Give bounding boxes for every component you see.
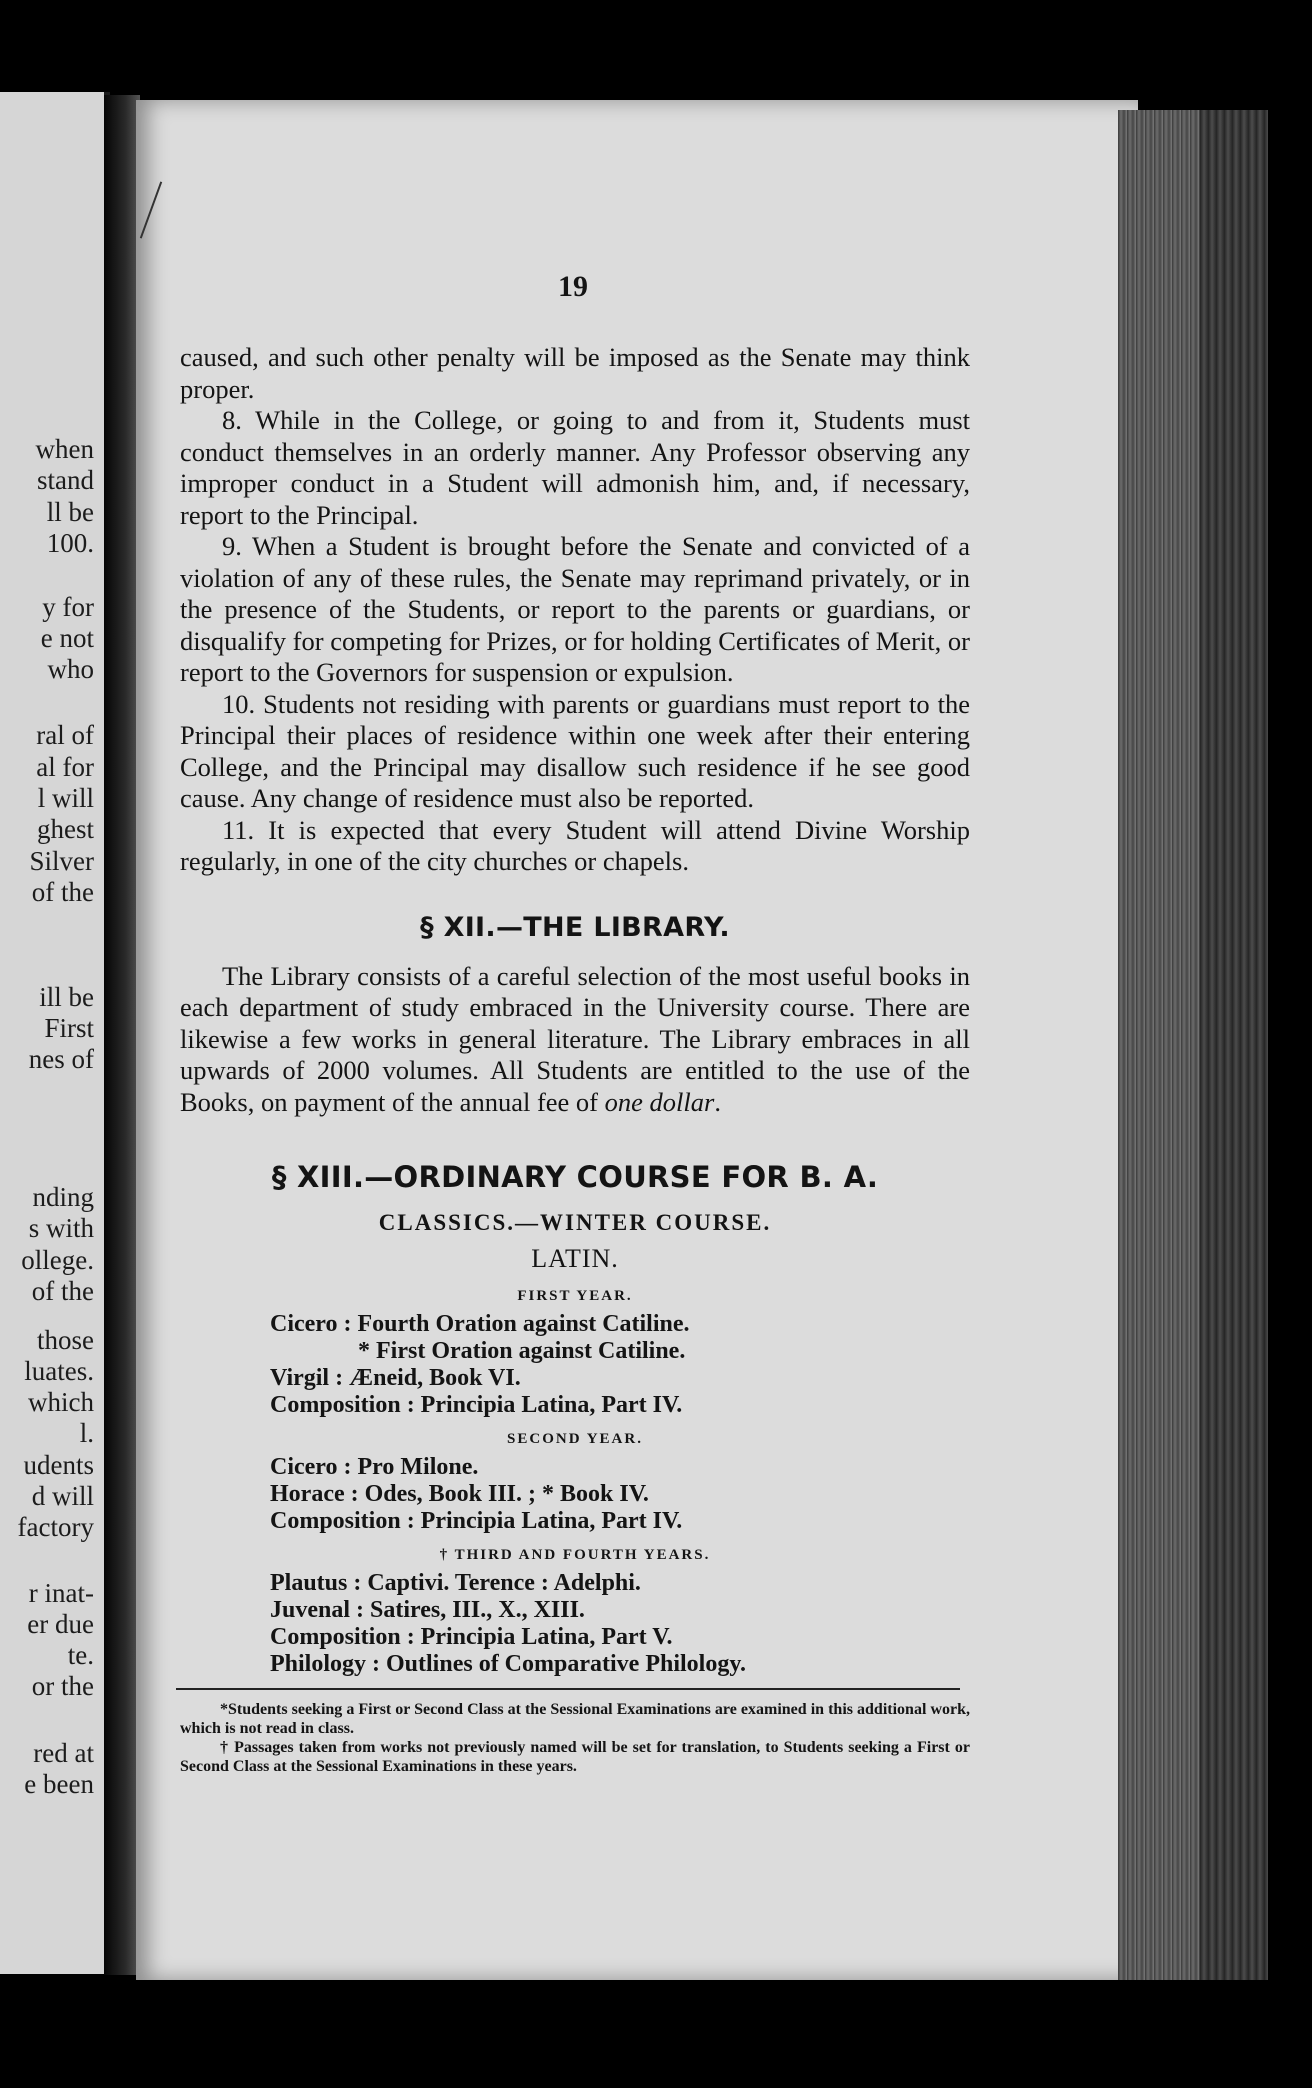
course-heading: § XIII.—ORDINARY COURSE FOR B. A. [271,1160,879,1194]
rule-9: 9. When a Student is brought before the Senate and convicted of a violation of any of these rules, the Senate may reprimand privately, or in the presence of the Students, or report to the parents or guardians, or disqualify for competing for Prizes, or for holding Certificates of Merit, or report to the Governors for suspension or expulsion. [180,531,970,687]
left-page-fragment: nding [32,1182,94,1212]
left-page-fragment: r inat- [28,1578,94,1608]
left-page-fragment: e not [40,623,94,653]
left-page-fragment: of the [31,1276,94,1306]
library-text-end: . [714,1086,721,1117]
reading-line: Cicero : Pro Milone. [270,1454,479,1480]
left-page-fragment: udents [23,1450,94,1480]
library-fee: one dollar [604,1086,715,1117]
left-page-fragment: s with [28,1213,94,1243]
reading-line: Horace : Odes, Book III. ; * Book IV. [270,1481,649,1507]
reading-line: Cicero : Fourth Oration against Catiline. [270,1311,690,1337]
left-page-fragment: te. [67,1640,94,1670]
reading-line: * First Oration against Catiline. [358,1338,686,1364]
rule-11: 11. It is expected that every Student will attend Divine Worship regularly, in one of the city churches or chapels. [180,814,970,876]
left-page-fragment: or the [31,1671,94,1701]
left-page-fragment: ollege. [21,1245,94,1275]
library-text: The Library consists of a careful selection of the most useful books in each department of study embraced in the University course. There are likewise a few works in general literature. The Library embraces in all upwards of 2000 volumes. All Students are entitled to the use of the Books, on payment of the annual fee of [180,960,970,1117]
left-page-fragment: luates. [24,1356,94,1386]
rule-10: 10. Students not residing with parents or guardians must report to the Principal their places of residence within one week after their entering College, and the Principal may disallow such residence if he see good cause. Any change of residence must also be reported. [180,688,970,813]
footnotes [180,1700,970,1776]
footnote-dagger: † Passages taken from works not previously named will be set for translation, to Students seeking a First or Second Class at the Sessional Examinations in these years. [180,1739,970,1775]
left-page-fragment: Silver [29,846,94,876]
left-page-fragment: factory [17,1512,94,1542]
left-page-fragment: those [37,1325,94,1355]
left-page-fragment: d will [31,1481,94,1511]
left-page-fragment: l. [79,1418,94,1448]
reading-line: Composition : Principia Latina, Part IV. [270,1392,683,1418]
year-readings [270,1454,970,1535]
course-years [180,1288,970,1678]
year-readings [270,1570,970,1678]
language-heading: LATIN. [531,1244,619,1273]
left-page-fragment: First [44,1013,94,1043]
page-number: 19 [558,270,588,303]
left-page-fragment: who [47,654,94,684]
left-page-fragment: l will [37,783,94,813]
left-page-fragment: er due [27,1609,94,1639]
reading-line: Composition : Principia Latina, Part V. [270,1624,673,1650]
left-page-fragment: ll be [46,497,94,527]
left-page-fragment: nes of [28,1044,94,1074]
reading-line: Juvenal : Satires, III., X., XIII. [270,1597,585,1623]
left-page-fragment: al for [36,752,94,782]
left-page-fragment: when [35,434,94,464]
rule-8: 8. While in the College, or going to and from it, Students must conduct themselves in an orderly manner. Any Professor observing any improper conduct in a Student will admonish him, and, if necessary, report to the Principal. [180,405,970,530]
year-heading: † THIRD AND FOURTH YEARS. [439,1547,711,1563]
reading-line: Plautus : Captivi. Terence : Adelphi. [270,1570,641,1596]
reading-line: Philology : Outlines of Comparative Philology. [270,1651,747,1677]
left-page-fragment: y for [42,592,94,622]
left-page-fragment: ill be [39,982,94,1012]
page-content [180,342,970,1776]
left-page-fragment: e been [24,1769,94,1799]
left-page-fragment: ral of [36,720,94,750]
left-page-fragment: ghest [37,814,94,844]
reading-line: Composition : Principia Latina, Part IV. [270,1508,683,1534]
year-heading: FIRST YEAR. [517,1288,633,1304]
reading-line: Virgil : Æneid, Book VI. [270,1365,521,1391]
library-heading: § XII.—THE LIBRARY. [420,911,730,943]
year-readings [270,1311,970,1419]
left-page-fragment: red at [33,1738,94,1768]
footnote-star: *Students seeking a First or Second Class at the Sessional Examinations are examined in this additional work, which is not read in class. [180,1701,970,1737]
left-page-fragment: which [28,1387,94,1417]
footnote-rule [176,1688,960,1690]
left-page-fragment: stand [37,465,94,495]
library-paragraph [180,961,970,1119]
book-gutter [104,95,140,1975]
paragraph-continuation: caused, and such other penalty will be imposed as the Senate may think proper. [180,342,970,404]
book-cover-edge [1200,110,1268,1980]
year-heading: SECOND YEAR. [507,1431,643,1447]
left-page-fragment: of the [31,877,94,907]
left-facing-page [0,92,110,1974]
left-page-fragment: 100. [46,528,94,558]
course-subheading: CLASSICS.—WINTER COURSE. [378,1210,772,1235]
